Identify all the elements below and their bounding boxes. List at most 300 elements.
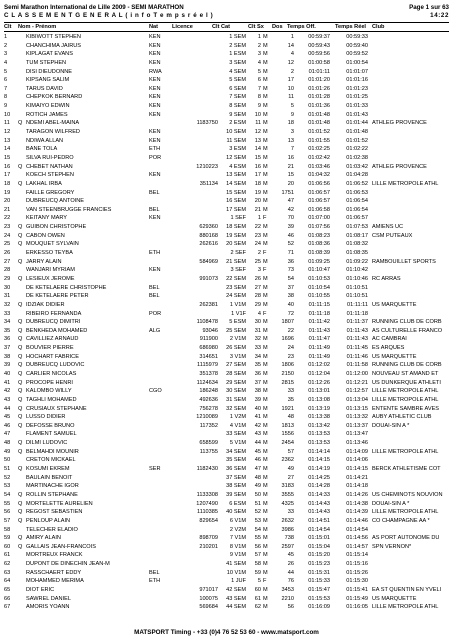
licence-cell: 991073	[199, 275, 218, 282]
sex-cell: M	[263, 129, 268, 136]
sex-cell: M	[263, 509, 268, 516]
official-time-cell: 01:00:58	[308, 59, 330, 66]
sex-rank-cell: 51	[254, 500, 261, 507]
table-row	[4, 456, 449, 465]
rank-cell: 13	[4, 137, 11, 144]
table-row	[4, 577, 449, 586]
table-row	[4, 439, 449, 448]
sex-cell: M	[263, 561, 268, 568]
col-header-licence: Licence	[172, 23, 193, 30]
real-time-cell: 01:11:43	[346, 336, 368, 343]
bib-number-cell: 4325	[281, 500, 294, 507]
category-rank-cell: 2 V1M	[229, 336, 246, 343]
runner-name: MOHAMMED MERIMA	[26, 578, 84, 585]
licence-cell: 1182430	[196, 466, 218, 473]
rank-cell: 18	[4, 180, 11, 187]
sex-cell: M	[263, 474, 268, 481]
col-header-clt-sx: Clt Sx	[248, 23, 264, 30]
runner-name: KOSUMI EKREM	[26, 466, 70, 473]
nationality-cell: BEL	[149, 189, 160, 196]
official-time-cell: 01:14:43	[308, 509, 330, 516]
nationality-cell: KEN	[149, 103, 161, 110]
table-row	[4, 500, 449, 509]
real-time-cell: 01:15:16	[346, 561, 368, 568]
sex-cell: M	[263, 241, 268, 248]
rank-cell: 43	[4, 396, 11, 403]
col-header-temps-off: Temps Off.	[287, 23, 316, 30]
real-time-cell: 01:14:26	[346, 491, 368, 498]
club-cell: LILLE METROPOLE ATHL	[372, 388, 439, 395]
sex-cell: F	[263, 250, 267, 257]
bib-number-cell: 2	[290, 68, 294, 75]
sex-cell: M	[263, 388, 268, 395]
club-cell: ATHLEG PROVENCE	[372, 163, 427, 170]
table-row	[4, 223, 449, 232]
licence-cell: 1210089	[196, 414, 218, 421]
runner-name: KIPLAGAT EVANS	[26, 51, 73, 58]
sex-cell: M	[263, 146, 268, 153]
table-row	[4, 448, 449, 457]
official-time-cell: 01:01:28	[308, 94, 330, 101]
table-row	[4, 189, 449, 198]
table-row	[4, 119, 449, 128]
sex-rank-cell: 41	[254, 414, 261, 421]
qualified-flag: Q	[18, 543, 23, 550]
sex-cell: M	[263, 206, 268, 213]
licence-cell: 898709	[199, 535, 218, 542]
table-row	[4, 335, 449, 344]
bib-number-cell: 24	[287, 345, 294, 352]
nationality-cell: KEN	[149, 129, 161, 136]
rank-cell: 19	[4, 189, 11, 196]
qualified-flag: Q	[18, 180, 23, 187]
category-rank-cell: 9 SEM	[229, 111, 246, 118]
sex-rank-cell: 33	[254, 345, 261, 352]
real-time-cell: 01:01:16	[346, 77, 368, 84]
runner-name: GUIBON CHRISTOPHE	[26, 224, 87, 231]
real-time-cell: 01:04:28	[346, 172, 368, 179]
rank-cell: 38	[4, 353, 11, 360]
bib-number-cell: 5	[290, 103, 294, 110]
bib-number-cell: 15	[287, 172, 294, 179]
table-row	[4, 379, 449, 388]
category-rank-cell: 35 SEM	[226, 457, 246, 464]
col-header-clt: Clt	[4, 23, 12, 30]
nationality-cell: KEN	[149, 137, 161, 144]
licence-cell: 1124634	[196, 379, 218, 386]
sex-rank-cell: 23	[254, 232, 261, 239]
official-time-cell: 01:10:55	[308, 293, 330, 300]
table-row	[4, 102, 449, 111]
table-row	[4, 206, 449, 215]
table-row	[4, 266, 449, 275]
real-time-cell: 01:13:15	[346, 405, 368, 412]
table-row	[4, 284, 449, 293]
table-row	[4, 569, 449, 578]
table-row	[4, 292, 449, 301]
licence-cell: 1133308	[196, 491, 218, 498]
bib-number-cell: 57	[287, 448, 294, 455]
nationality-cell: KEN	[149, 111, 161, 118]
rank-cell: 12	[4, 129, 11, 136]
rank-cell: 41	[4, 379, 11, 386]
category-rank-cell: 16 SEM	[226, 198, 246, 205]
club-cell: US MARQUETTE	[372, 353, 417, 360]
nationality-cell: ETH	[149, 250, 161, 257]
real-time-cell: 01:15:49	[346, 595, 368, 602]
real-time-cell: 01:06:54	[346, 206, 368, 213]
sex-cell: M	[263, 396, 268, 403]
runner-name: TARAGON WILFRED	[26, 129, 80, 136]
qualified-flag: Q	[18, 327, 23, 334]
nationality-cell: BEL	[149, 569, 160, 576]
real-time-cell: 01:12:57	[346, 388, 368, 395]
real-time-cell: 01:06:53	[346, 189, 368, 196]
table-row	[4, 258, 449, 267]
sex-cell: M	[263, 42, 268, 49]
sex-rank-cell: 11	[255, 120, 261, 127]
sex-cell: M	[263, 224, 268, 231]
runner-name: CHEPKOK BERNARD	[26, 94, 83, 101]
qualified-flag: Q	[18, 241, 23, 248]
category-rank-cell: 6 ESM	[229, 500, 246, 507]
runner-name: DE KETELAERE PETER	[26, 293, 89, 300]
category-rank-cell: 31 SEM	[226, 396, 246, 403]
runner-name: MOUQUET SYLVAIN	[26, 241, 79, 248]
category-rank-cell: 5 ESM	[229, 319, 246, 326]
nationality-cell: RWA	[149, 68, 162, 75]
footer-credit: MATSPORT Timing - +33 (0)4 76 52 53 60 - www.matsport.com	[134, 629, 319, 636]
sex-rank-cell: 20	[254, 198, 261, 205]
table-row	[4, 361, 449, 370]
sex-rank-cell: 13	[254, 137, 261, 144]
club-cell: ATHLEG PROVENCE	[372, 120, 427, 127]
bib-number-cell: 44	[287, 569, 294, 576]
category-rank-cell: 14 SEM	[226, 180, 246, 187]
rank-cell: 17	[4, 172, 11, 179]
sex-cell: M	[263, 34, 268, 40]
nationality-cell: KEN	[149, 267, 161, 274]
licence-cell: 584969	[199, 258, 218, 265]
sex-cell: M	[263, 94, 268, 101]
runner-name: KALOMBO WILLY	[26, 388, 72, 395]
official-time-cell: 01:13:53	[308, 440, 330, 447]
official-time-cell: 01:10:54	[308, 284, 330, 291]
rank-cell: 5	[4, 68, 8, 75]
category-rank-cell: 2 SEM	[229, 42, 246, 49]
table-row	[4, 422, 449, 431]
category-rank-cell: 1 V1M	[229, 301, 246, 308]
column-headers	[4, 23, 449, 31]
runner-name: MORTELETTE AURELIEN	[26, 500, 93, 507]
nationality-cell: ALG	[149, 327, 161, 334]
bib-number-cell: 71	[287, 250, 294, 257]
nationality-cell: KEN	[149, 85, 161, 92]
official-time-cell: 00:59:37	[308, 34, 330, 40]
club-cell: SPN VERNON*	[372, 543, 412, 550]
sex-rank-cell: 58	[254, 561, 261, 568]
bib-number-cell: 2150	[281, 370, 294, 377]
bib-number-cell: 1806	[281, 362, 294, 369]
sex-rank-cell: 47	[254, 466, 261, 473]
runner-name: HOCHART FABRICE	[26, 353, 79, 360]
official-time-cell: 01:14:28	[308, 483, 330, 490]
sex-cell: M	[263, 379, 268, 386]
official-time-cell: 01:12:26	[308, 379, 330, 386]
bib-number-cell: 39	[287, 224, 294, 231]
table-row	[4, 370, 449, 379]
real-time-cell: 01:06:57	[346, 215, 368, 222]
qualified-flag: Q	[18, 258, 23, 265]
club-cell: BERCK ATHLETISME COT	[372, 466, 441, 473]
club-cell: LILLE METROPOLE ATHL	[372, 604, 439, 611]
table-row	[4, 474, 449, 483]
sex-cell: M	[263, 345, 268, 352]
real-time-cell: 01:01:23	[346, 85, 368, 92]
print-time: 14:22	[430, 12, 449, 19]
real-time-cell: 01:01:44	[346, 120, 368, 127]
category-rank-cell: 1 V2M	[229, 414, 246, 421]
official-time-cell: 01:03:46	[308, 163, 330, 170]
bib-number-cell: 2597	[281, 543, 294, 550]
bib-number-cell: 2362	[281, 457, 294, 464]
bib-number-cell: 3183	[281, 483, 294, 490]
rank-cell: 40	[4, 370, 11, 377]
bib-number-cell: 1807	[281, 319, 294, 326]
rank-cell: 33	[4, 310, 11, 317]
sex-rank-cell: 4	[257, 310, 261, 317]
bib-number-cell: 12	[287, 59, 294, 66]
official-time-cell: 01:12:04	[308, 370, 330, 377]
table-row	[4, 42, 449, 51]
category-rank-cell: 32 SEM	[226, 405, 246, 412]
category-rank-cell: 41 SEM	[226, 561, 246, 568]
licence-cell: 186248	[199, 388, 218, 395]
club-cell: DOUAI-SIN A *	[372, 500, 410, 507]
official-time-cell: 01:08:36	[308, 241, 330, 248]
club-cell: RAMBOUILLET SPORTS	[372, 258, 436, 265]
bib-number-cell: 2632	[281, 517, 294, 524]
real-time-cell: 01:10:42	[346, 267, 368, 274]
category-rank-cell: 7 V1M	[229, 535, 246, 542]
qualified-flag: Q	[18, 405, 23, 412]
runner-name: ERKESSO TEYBA	[26, 250, 73, 257]
bib-number-cell: 56	[287, 604, 294, 611]
bib-number-cell: 42	[287, 206, 294, 213]
real-time-cell: 01:01:43	[346, 111, 368, 118]
qualified-flag: Q	[18, 362, 23, 369]
sex-rank-cell: 45	[254, 448, 261, 455]
runner-name: DIOT ERIC	[26, 587, 55, 593]
sex-rank-cell: 2	[257, 250, 261, 257]
sex-cell: M	[263, 198, 268, 205]
runner-name: LESIEUX JEROME	[26, 275, 75, 282]
runner-name: DISI DIEUDONNE	[26, 68, 72, 75]
official-time-cell: 01:11:18	[308, 310, 330, 317]
official-time-cell: 00:59:56	[308, 51, 330, 58]
real-time-cell: 01:07:53	[346, 224, 368, 231]
table-row	[4, 145, 449, 154]
licence-cell: 971017	[199, 587, 218, 593]
rank-cell: 11	[4, 120, 10, 127]
nationality-cell: POR	[149, 154, 162, 161]
bib-number-cell: 45	[287, 552, 294, 559]
runner-name: DUPONT DE DINECHIN JEAN-M	[26, 561, 110, 568]
category-rank-cell: 21 SEM	[226, 258, 246, 265]
category-rank-cell: 2 V2M	[229, 526, 246, 533]
category-rank-cell: 2 ESM	[229, 120, 246, 127]
category-rank-cell: 33 SEM	[226, 431, 246, 438]
sex-rank-cell: 8	[257, 94, 261, 101]
nationality-cell: CGO	[149, 388, 162, 395]
table-row	[4, 111, 449, 120]
qualified-flag: Q	[18, 388, 23, 395]
rank-cell: 56	[4, 509, 11, 516]
licence-cell: 1115979	[197, 362, 218, 369]
official-time-cell: 01:11:15	[308, 301, 330, 308]
sex-cell: M	[263, 111, 268, 118]
rank-cell: 10	[4, 111, 11, 118]
table-row	[4, 33, 449, 42]
table-row	[4, 396, 449, 405]
real-time-cell: 01:14:09	[346, 448, 368, 455]
real-time-cell: 00:59:52	[346, 51, 368, 58]
table-row	[4, 180, 449, 189]
table-row	[4, 249, 449, 258]
sex-rank-cell: 55	[254, 535, 261, 542]
club-cell: AS CULTURELLE FRANCO	[372, 327, 443, 334]
rank-cell: 30	[4, 284, 11, 291]
licence-cell: 117352	[199, 422, 218, 429]
sex-cell: M	[263, 362, 268, 369]
runner-name: AMORIS YOANN	[26, 604, 70, 611]
bib-number-cell: 1921	[281, 405, 294, 412]
runner-name: CABON OWEN	[26, 232, 65, 239]
runner-name: BANE TOLA	[26, 146, 58, 153]
sex-cell: M	[263, 595, 268, 602]
category-rank-cell: 1 SEF	[230, 215, 246, 222]
runner-name: DE KETELAERE CHRISTOPHE	[26, 284, 107, 291]
licence-cell: 829654	[199, 517, 218, 524]
licence-cell: 262616	[199, 241, 218, 248]
bib-number-cell: 18	[287, 120, 294, 127]
licence-cell: 1183750	[196, 120, 218, 127]
bib-number-cell: 22	[287, 327, 294, 334]
sex-rank-cell: 29	[254, 301, 261, 308]
runner-name: DILMI LUDOVIC	[26, 440, 68, 447]
qualified-flag: Q	[18, 163, 23, 170]
rank-cell: 60	[4, 543, 11, 550]
category-rank-cell: 3 ESM	[229, 146, 246, 153]
bib-number-cell: 49	[287, 466, 294, 473]
table-row	[4, 154, 449, 163]
sex-rank-cell: 3	[257, 267, 261, 274]
nationality-cell: KEN	[149, 77, 161, 84]
real-time-cell: 01:08:32	[346, 241, 368, 248]
runner-name: KIBIWOTT STEPHEN	[26, 34, 81, 40]
runner-name: KIPSANG SALIM	[26, 77, 70, 84]
rank-cell: 42	[4, 388, 11, 395]
qualified-flag: Q	[18, 370, 23, 377]
qualified-flag: Q	[18, 353, 23, 360]
qualified-flag: Q	[18, 500, 23, 507]
category-rank-cell: 15 SEM	[226, 189, 246, 196]
official-time-cell: 01:11:49	[308, 345, 330, 352]
official-time-cell: 01:02:25	[308, 146, 330, 153]
real-time-cell: 01:13:37	[346, 422, 368, 429]
real-time-cell: 01:11:11	[347, 301, 368, 308]
category-rank-cell: 4 SEM	[229, 68, 246, 75]
sex-cell: M	[263, 319, 268, 326]
sex-cell: F	[263, 215, 267, 222]
table-row	[4, 543, 449, 552]
rank-cell: 61	[4, 552, 11, 559]
rank-cell: 15	[4, 154, 11, 161]
licence-cell: 911900	[199, 336, 218, 343]
category-rank-cell: 28 SEM	[226, 370, 246, 377]
bib-number-cell: 3453	[281, 587, 294, 593]
runner-name: SAWREL DANIEL	[26, 595, 71, 602]
official-time-cell: 01:13:53	[308, 431, 330, 438]
runner-name: CAVILLIEZ ARNAUD	[26, 336, 79, 343]
official-time-cell: 01:15:01	[308, 535, 330, 542]
category-rank-cell: 38 SEM	[226, 483, 246, 490]
bib-number-cell: 23	[287, 353, 294, 360]
licence-cell: 100075	[199, 595, 218, 602]
table-row	[4, 128, 449, 137]
sex-cell: M	[263, 535, 268, 542]
category-rank-cell: 3 SEF	[230, 267, 246, 274]
club-cell: AC CAMBRAI	[372, 336, 407, 343]
official-time-cell: 01:15:31	[308, 569, 330, 576]
table-row	[4, 197, 449, 206]
runner-name: WANJARI MYRIAM	[26, 267, 75, 274]
qualified-flag: Q	[18, 535, 23, 542]
category-rank-cell: 11 SEM	[226, 137, 246, 144]
licence-cell: 210201	[199, 543, 218, 550]
category-rank-cell: 6 V1M	[229, 517, 246, 524]
licence-cell: 1207490	[196, 500, 218, 507]
header-bottom-rule	[4, 31, 449, 32]
sex-cell: M	[263, 120, 268, 127]
sex-rank-cell: 5	[257, 68, 261, 75]
real-time-cell: 01:14:38	[346, 500, 368, 507]
qualified-flag: Q	[18, 379, 23, 386]
rank-cell: 7	[4, 85, 8, 92]
nationality-cell: KEN	[149, 172, 161, 179]
real-time-cell: 01:08:17	[346, 232, 368, 239]
sex-rank-cell: 15	[254, 154, 261, 161]
rank-cell: 20	[4, 198, 11, 205]
runner-name: CHANCHIMA JAIRUS	[26, 42, 82, 49]
runner-name: KEITANY MARY	[26, 215, 68, 222]
sex-cell: M	[263, 483, 268, 490]
bib-number-cell: 38	[287, 293, 294, 300]
club-cell: AS PORT AUTONOME DU	[372, 535, 440, 542]
sex-cell: F	[263, 578, 267, 585]
bib-number-cell: 2210	[281, 595, 294, 602]
official-time-cell: 01:15:04	[308, 543, 330, 550]
rank-cell: 55	[4, 500, 11, 507]
runner-name: RIBEIRO FERNANDA	[26, 310, 82, 317]
bib-number-cell: 4	[290, 51, 294, 58]
real-time-cell: 01:15:26	[346, 569, 368, 576]
runner-name: CRETON MICKAEL	[26, 457, 76, 464]
club-cell: AUBY ATHLETIC CLUB	[372, 414, 432, 421]
real-time-cell: 01:14:15	[346, 466, 368, 473]
table-row	[4, 318, 449, 327]
sex-rank-cell: 35	[254, 362, 261, 369]
